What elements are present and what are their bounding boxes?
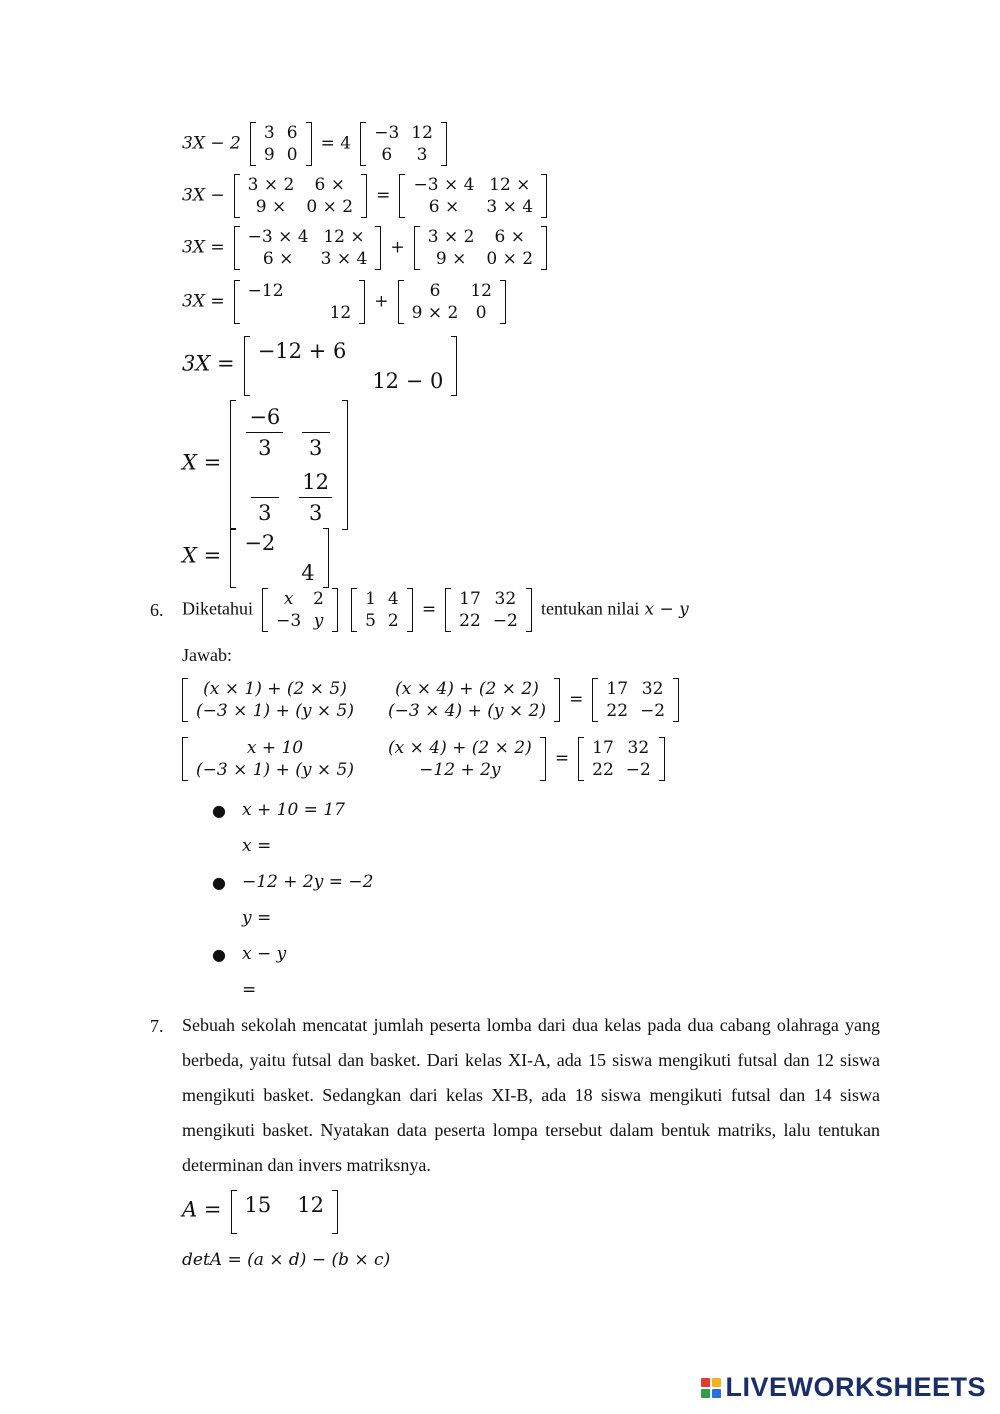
cell: 12 × <box>489 175 531 195</box>
cell: 6 <box>429 281 441 301</box>
cell <box>324 280 358 302</box>
cell: 6 × <box>314 175 345 195</box>
cell: −3 × 4 <box>247 227 309 247</box>
matrix <box>262 588 338 632</box>
cell: 5 <box>365 611 376 631</box>
cell: 15 <box>244 1193 272 1217</box>
matrix <box>399 174 547 218</box>
step-line-5 <box>182 336 461 396</box>
cell: 17 <box>606 679 629 699</box>
cell: 1 <box>365 589 376 609</box>
cell: 22 <box>459 611 481 631</box>
matrix <box>398 280 506 324</box>
cell: 9 × <box>255 197 287 217</box>
cell: −12 <box>247 281 284 301</box>
cell: (x × 4) + (2 × 2) <box>387 738 532 758</box>
cell: −3 <box>374 123 400 143</box>
cell: 3 <box>416 145 428 165</box>
cell: 0 × 2 <box>486 249 534 269</box>
step-line-2 <box>182 174 551 218</box>
cell: 12 − 0 <box>372 369 444 393</box>
fraction <box>246 402 283 463</box>
cell: 2 <box>387 611 399 631</box>
step-line-6 <box>182 400 352 530</box>
denominator: 3 <box>308 436 323 460</box>
cell: 17 <box>592 738 614 758</box>
expr: x − y <box>644 599 689 620</box>
denominator: 3 <box>258 436 272 460</box>
cell: (−3 × 1) + (y × 5) <box>196 701 354 721</box>
expr: X = <box>182 543 222 568</box>
cell: 6 × <box>262 249 294 269</box>
cell: 32 <box>494 589 517 609</box>
numerator <box>251 467 279 498</box>
cell <box>352 336 449 366</box>
cell: 22 <box>592 760 614 780</box>
expr: x − y <box>242 944 287 964</box>
matrix <box>230 528 328 588</box>
bullet: ● <box>212 945 226 964</box>
matrix <box>445 588 532 632</box>
work-row-1 <box>182 678 683 722</box>
matrix <box>230 400 348 530</box>
expr: 3X − <box>182 185 225 206</box>
expr: x = <box>242 836 272 856</box>
equals: = <box>376 185 391 206</box>
cell <box>242 302 324 324</box>
question-text: Diketahui <box>182 598 253 619</box>
cell <box>238 558 281 588</box>
plus: + <box>390 237 405 258</box>
cell: 9 × 2 <box>411 303 459 323</box>
cell: −12 + 2y <box>419 760 501 780</box>
cell: −2 <box>640 701 666 721</box>
expr: A = <box>182 1197 222 1222</box>
matrix <box>250 122 312 166</box>
cell: 9 × <box>435 249 467 269</box>
cell: 22 <box>606 701 629 721</box>
matrix-a-line <box>182 1190 342 1234</box>
cell: (−3 × 4) + (y × 2) <box>387 701 546 721</box>
cell: 4 <box>301 561 315 585</box>
fraction <box>299 467 332 528</box>
cell: y <box>313 611 324 631</box>
cell: −2 <box>244 531 276 555</box>
step-line-7 <box>182 528 333 588</box>
numerator: −6 <box>246 402 283 433</box>
cell: −3 × 4 <box>413 175 475 195</box>
question-text: tentukan nilai <box>540 598 640 619</box>
brand-name: LIVEWORKSHEETS <box>725 1372 986 1402</box>
cell <box>281 528 320 558</box>
cell: 3 × 4 <box>486 197 534 217</box>
cell: 12 <box>411 123 433 143</box>
cell: 3 × 4 <box>320 249 368 269</box>
cell: 0 <box>475 303 487 323</box>
cell: 3 × 2 <box>247 175 295 195</box>
expr: 3X = <box>182 237 225 258</box>
equals: = <box>421 599 437 620</box>
expr: 3X = <box>182 291 225 312</box>
cell <box>252 366 353 396</box>
fraction <box>302 402 330 463</box>
matrix <box>234 280 366 324</box>
expr: x + 10 = 17 <box>242 800 345 820</box>
expr: 3X = <box>182 351 235 376</box>
determinant-formula: detA = (a × d) − (b × c) <box>182 1250 391 1270</box>
cell: 6 × <box>428 197 460 217</box>
equals: = 4 <box>320 133 352 154</box>
step-line-3 <box>182 226 551 270</box>
matrix <box>592 678 679 722</box>
cell: 4 <box>387 589 399 609</box>
expr: y = <box>242 908 272 928</box>
cell: 12 × <box>323 227 365 247</box>
matrix <box>182 737 546 781</box>
cell: 32 <box>641 679 664 699</box>
logo-square <box>712 1389 721 1398</box>
question-number: 7. <box>150 1016 164 1036</box>
cell: (x × 4) + (2 × 2) <box>395 679 539 699</box>
matrix <box>351 588 413 632</box>
matrix <box>231 1190 338 1234</box>
numerator: 12 <box>299 467 332 498</box>
question-text: Sebuah sekolah mencatat jumlah peserta lomba dari dua kelas pada dua cabang olahraga yang berbeda, yaitu futsal dan basket. Dari kelas XI-A, ada 15 siswa mengikuti futsal dan 12 siswa mengikuti basket. Sedangkan dari kelas XI-B, ada 18 siswa mengikuti futsal dan 14 siswa mengikuti basket. Nyatakan data peserta lompa tersebut dalam bentuk matriks, lalu tentukan determinan dan invers matriksnya. <box>182 1015 880 1175</box>
answer-label: Jawab: <box>182 645 232 665</box>
numerator <box>302 402 330 433</box>
cell: (−3 × 1) + (y × 5) <box>196 760 354 780</box>
cell: (x × 1) + (2 × 5) <box>203 679 347 699</box>
cell: −2 <box>625 760 651 780</box>
matrix <box>360 122 447 166</box>
cell: x + 10 <box>246 738 304 758</box>
cell: 12 <box>297 1193 324 1217</box>
matrix <box>234 174 367 218</box>
cell: −2 <box>492 611 518 631</box>
cell: 32 <box>627 738 650 758</box>
logo-square <box>701 1378 710 1387</box>
cell: 3 <box>263 123 275 143</box>
step-line-1 <box>182 122 451 166</box>
question-6-statement <box>182 588 689 632</box>
logo-icon <box>701 1378 721 1398</box>
cell: 12 <box>470 281 492 301</box>
logo-square <box>701 1389 710 1398</box>
cell: 0 <box>286 145 298 165</box>
cell: 9 <box>263 145 275 165</box>
denominator: 3 <box>308 501 323 525</box>
expr: 3X − 2 <box>182 133 241 154</box>
matrix <box>244 336 458 396</box>
cell: 0 × 2 <box>306 197 354 217</box>
cell: 6 × <box>494 227 525 247</box>
logo-square <box>712 1378 721 1387</box>
cell: −3 <box>276 611 302 631</box>
cell: 3 × 2 <box>427 227 475 247</box>
cell: −12 + 6 <box>257 339 347 363</box>
cell: 17 <box>459 589 481 609</box>
cell: 12 <box>329 303 352 323</box>
fraction <box>251 467 279 528</box>
plus: + <box>374 291 389 312</box>
expr: = <box>242 980 257 1000</box>
bullet: ● <box>212 873 226 892</box>
matrix <box>414 226 547 270</box>
matrix <box>182 678 560 722</box>
cell: 2 <box>313 589 324 609</box>
cell: 6 <box>381 145 393 165</box>
matrix <box>234 226 382 270</box>
question-number: 6. <box>150 600 164 620</box>
denominator: 3 <box>258 501 272 525</box>
matrix <box>578 737 665 781</box>
expr: −12 + 2y = −2 <box>242 872 374 892</box>
expr: X = <box>182 450 222 475</box>
bullet: ● <box>212 801 226 820</box>
equals: = <box>569 689 584 710</box>
cell: 6 <box>286 123 298 143</box>
cell: x <box>283 589 294 609</box>
brand-logo <box>701 1372 986 1403</box>
step-line-4 <box>182 280 510 324</box>
equals: = <box>554 748 570 769</box>
work-row-2 <box>182 737 669 781</box>
